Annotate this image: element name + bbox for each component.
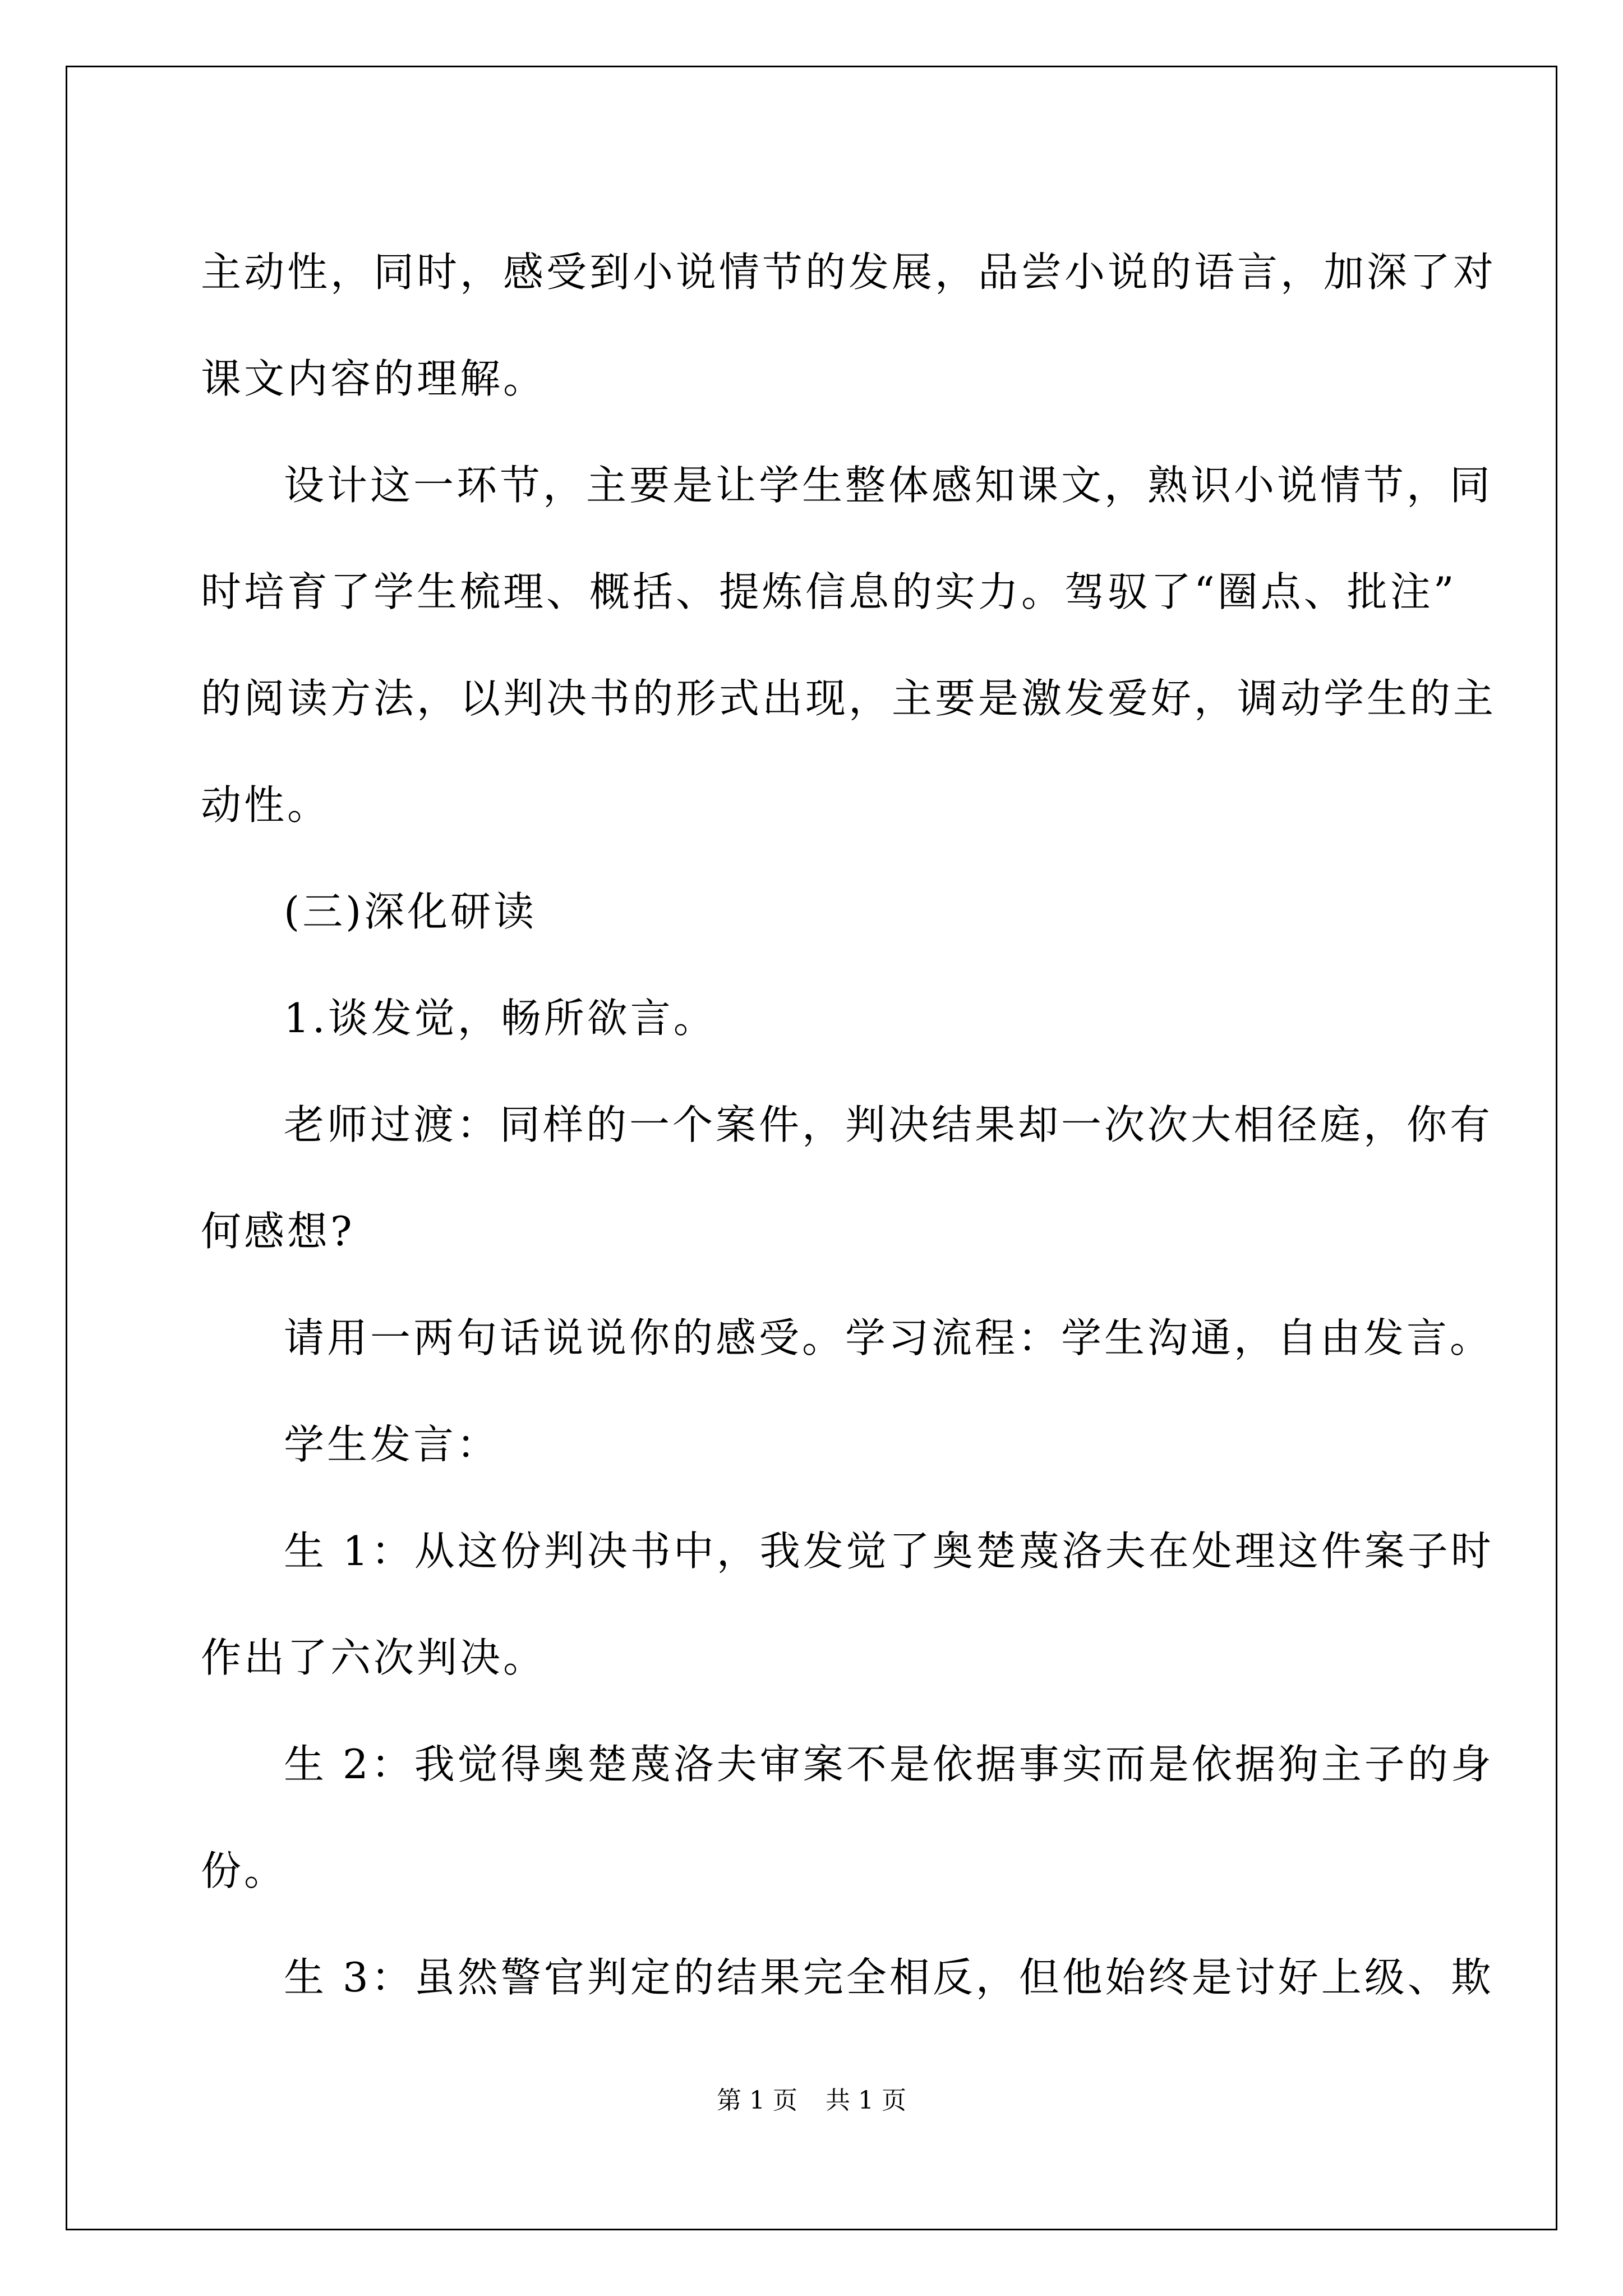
text-line: 生 1：从这份判决书中，我发觉了奥楚蔑洛夫在处理这件案子时 [284,1527,1494,1575]
text-line: 的阅读方法，以判决书的形式出现，主要是激发爱好，调动学生的主 [201,675,1497,722]
text-line: 何感想? [201,1208,355,1255]
text-line: 时培育了学生梳理、概括、提炼信息的实力。驾驭了“圈点、批注” [201,568,1457,615]
text-line: 份。 [201,1847,288,1894]
text-line: 生 3：虽然警官判定的结果完全相反，但他始终是讨好上级、欺 [284,1954,1494,2001]
text-line: 主动性，同时，感受到小说情节的发展，品尝小说的语言，加深了对 [201,249,1497,296]
text-line: 生 2：我觉得奥楚蔑洛夫审案不是依据事实而是依据狗主子的身 [284,1741,1494,1788]
text-line: 老师过渡：同样的一个案件，判决结果却一次次大相径庭，你有 [284,1101,1493,1148]
text-line: 学生发言： [284,1421,500,1468]
text-line: 请用一两句话说说你的感受。学习流程：学生沟通，自由发言。 [284,1314,1493,1361]
section-heading: (三)深化研读 [284,888,537,935]
page-footer [0,2084,1623,2118]
page-number: 第 1 页 [717,2086,797,2115]
text-line: 1.谈发觉，畅所欲言。 [284,995,717,1042]
text-line: 课文内容的理解。 [201,355,547,402]
text-line: 设计这一环节，主要是让学生整体感知课文，熟识小说情节，同 [284,462,1493,509]
page-total: 共 1 页 [826,2086,906,2115]
document-body [201,219,1497,2031]
text-line: 作出了六次判决。 [201,1634,547,1681]
text-line: 动性。 [201,781,331,829]
